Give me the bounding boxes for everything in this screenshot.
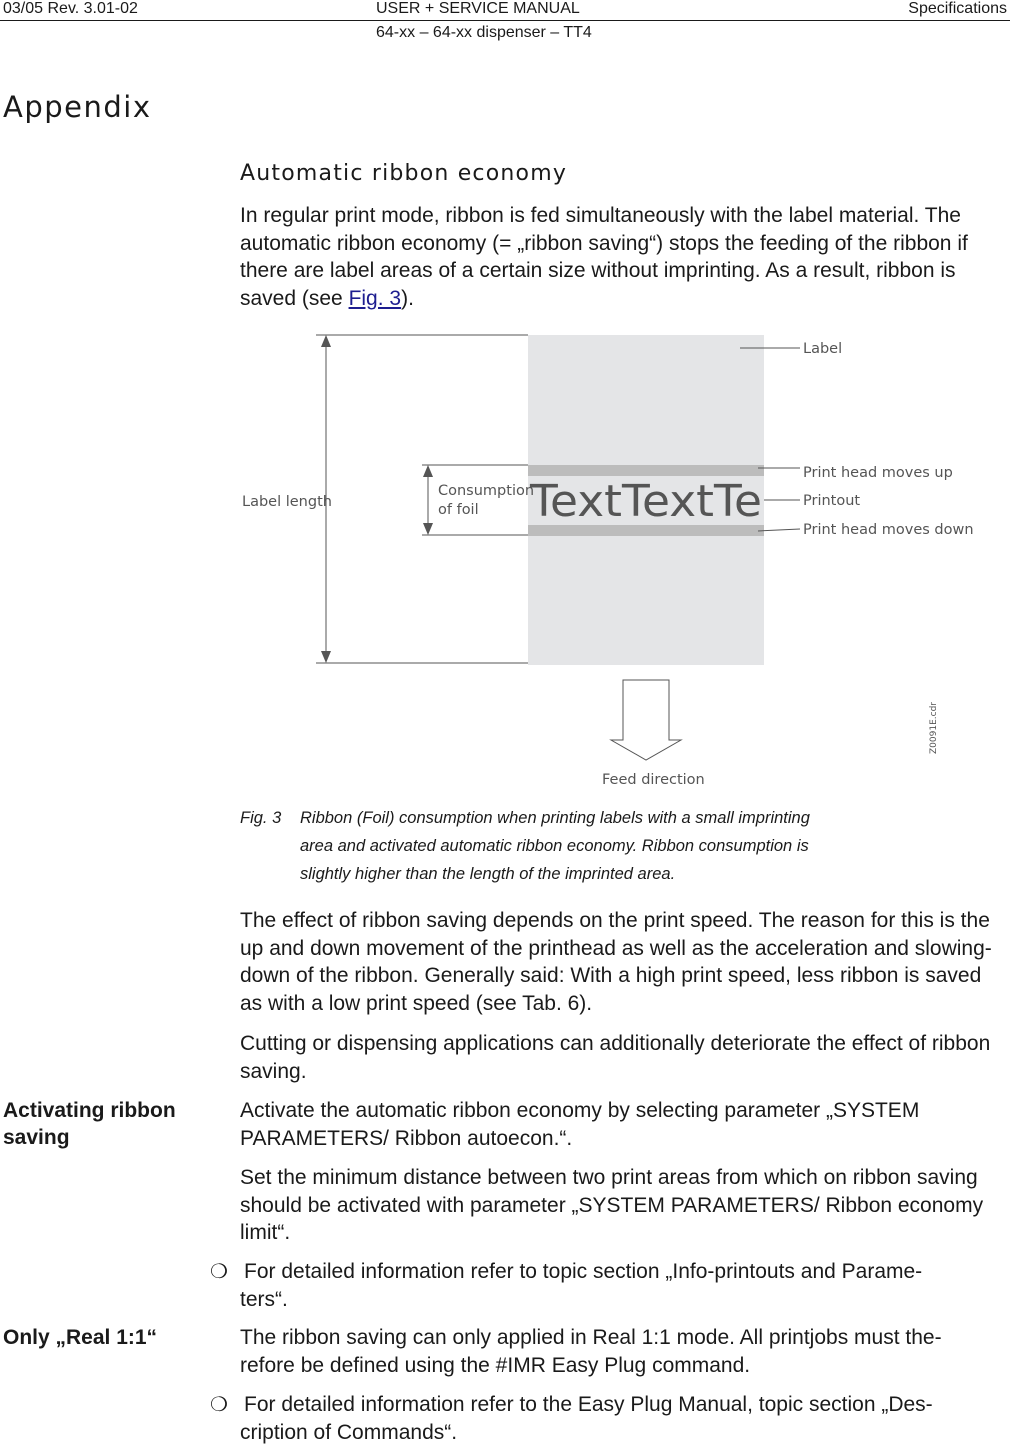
consumption-text-line2: of foil	[438, 502, 479, 518]
figure-caption-number: Fig. 3	[240, 804, 281, 832]
caption-line-3: slightly higher than the length of the imprinted area.	[300, 860, 900, 888]
feed-direction-text: Feed direction	[602, 772, 705, 788]
print-head-up-band	[528, 465, 764, 476]
real-bullet-line1: For detailed information refer to the Easy Plug Manual, topic section „Des-	[240, 1391, 1005, 1419]
bullet-circle-icon: ❍	[210, 1259, 228, 1284]
cutting-paragraph: Cutting or dispensing applications can additionally deteriorate the effect of ribbon saving.	[240, 1030, 1005, 1085]
activating-paragraph-1: Activate the automatic ribbon economy by selecting parameter „SYSTEM PARAMETERS/ Ribbon autoecon.“.	[240, 1097, 1005, 1152]
header-manual-title: USER + SERVICE MANUAL	[376, 0, 580, 18]
subsection-title: Automatic ribbon economy	[240, 161, 567, 186]
header-section: Specifications	[908, 0, 1007, 18]
section-title: Appendix	[3, 90, 152, 124]
feed-direction-arrow-icon	[611, 680, 681, 760]
real-line2: refore be defined using the #IMR Easy Plug command.	[240, 1352, 1005, 1380]
label-length-text: Label length	[242, 494, 332, 510]
header-subtitle: 64-xx – 64-xx dispenser – TT4	[376, 24, 592, 42]
caption-line-1: Ribbon (Foil) consumption when printing labels with a small imprinting	[300, 804, 900, 832]
real-bullet-text	[240, 1391, 1005, 1446]
bullet-circle-icon: ❍	[210, 1392, 228, 1417]
speed-paragraph: The effect of ribbon saving depends on the print speed. The reason for this is the up and down movement of the printhead as well as the acceleration and slowing-down of the ribbon. Generally said: With a high print speed, less ribbon is saved as with a low print speed (see Tab. 6).	[240, 907, 1005, 1017]
real-heading: Only „Real 1:1“	[3, 1324, 203, 1351]
consumption-arrow-down-icon	[423, 523, 433, 535]
caption-line-2: area and activated automatic ribbon economy. Ribbon consumption is	[300, 832, 900, 860]
print-head-down-callout-text: Print head moves down	[803, 522, 974, 538]
fig3-link[interactable]: Fig. 3	[349, 287, 402, 310]
consumption-text-line1: Consumption	[438, 483, 534, 499]
real-paragraph	[240, 1324, 1005, 1379]
activating-heading	[3, 1097, 203, 1151]
intro-text-end: ).	[401, 287, 414, 310]
printout-callout-text: Printout	[803, 493, 860, 509]
print-head-down-callout-line	[758, 529, 800, 531]
real-bullet-line2: cription of Commands“.	[240, 1419, 1005, 1446]
activating-bullet-text	[240, 1258, 1005, 1313]
label-callout-text: Label	[803, 341, 842, 357]
consumption-arrow-up-icon	[423, 465, 433, 477]
intro-paragraph	[240, 202, 1005, 312]
intro-text: In regular print mode, ribbon is fed simultaneously with the label material. The automatic ribbon economy (= „ribbon saving“) stops the feeding of the ribbon if there are label areas of a certain size without imprinting. As a result, ribbon is saved (see	[240, 204, 968, 310]
figure-file-id: Z0091E.cdr	[929, 702, 939, 754]
header-rule	[0, 20, 1010, 21]
activating-bullet-line2: ters“.	[240, 1286, 1005, 1314]
activating-heading-line2: saving	[3, 1124, 203, 1151]
sample-printout-text: TextTextTe	[529, 476, 762, 527]
label-length-arrow-up-icon	[321, 335, 331, 347]
activating-bullet-line1: For detailed information refer to topic section „Info-printouts and Parame-	[240, 1258, 1005, 1286]
print-head-up-callout-text: Print head moves up	[803, 465, 953, 481]
real-line1: The ribbon saving can only applied in Real 1:1 mode. All printjobs must the-	[240, 1324, 1005, 1352]
ribbon-diagram	[0, 320, 1010, 800]
label-length-arrow-down-icon	[321, 651, 331, 663]
header-revision: 03/05 Rev. 3.01-02	[3, 0, 138, 18]
figure-caption	[300, 804, 900, 888]
activating-heading-line1: Activating ribbon	[3, 1097, 203, 1124]
activating-paragraph-2: Set the minimum distance between two print areas from which on ribbon saving should be activated with parameter „SYSTEM PARAMETERS/ Ribbon economy limit“.	[240, 1164, 1005, 1247]
